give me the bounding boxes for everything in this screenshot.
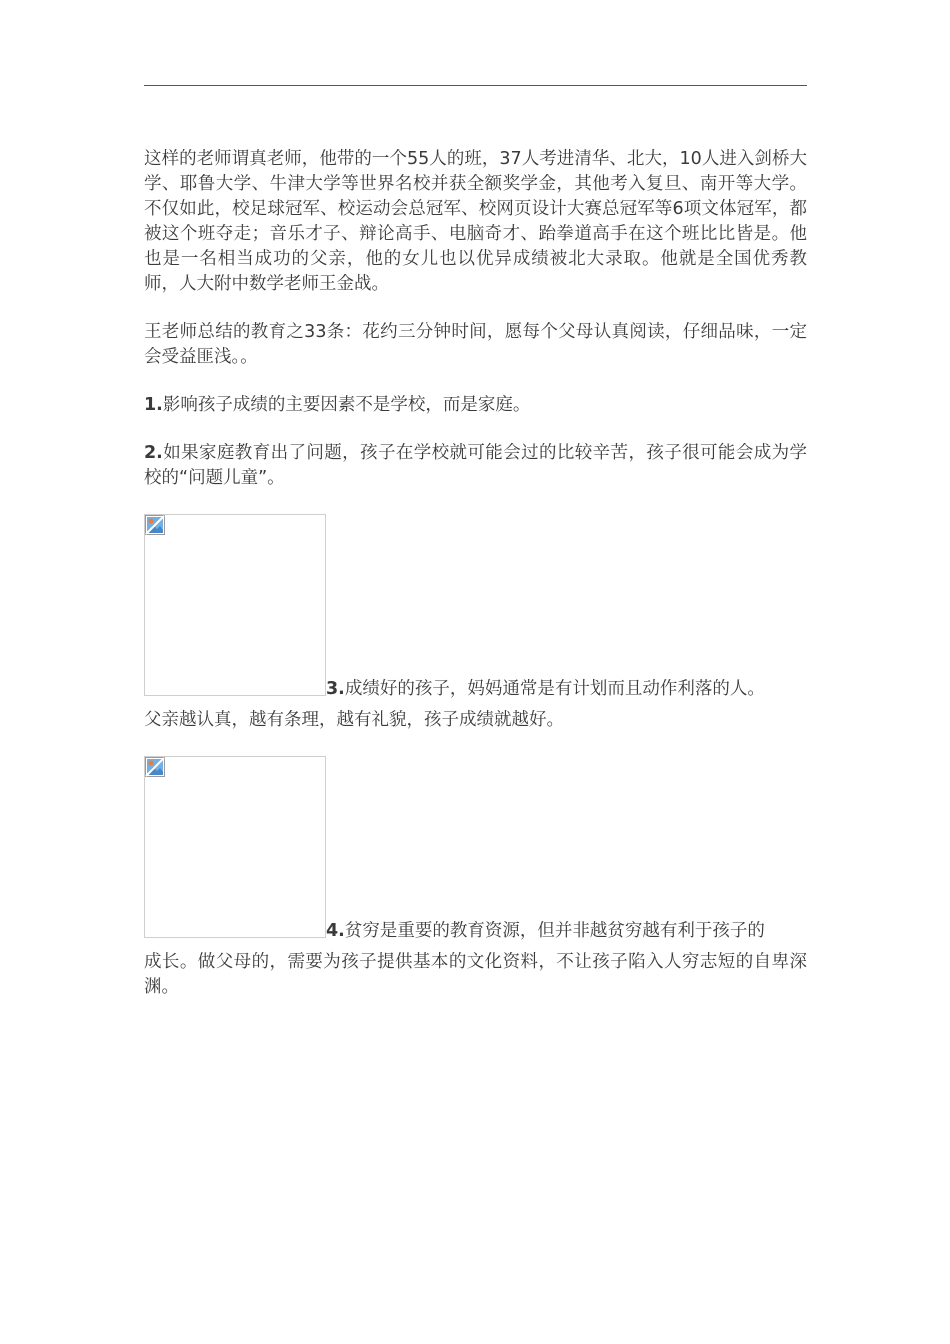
broken-image-icon [145, 757, 165, 777]
image-row [144, 756, 807, 941]
broken-image [144, 514, 326, 696]
broken-image [144, 756, 326, 938]
item-text: 影响孩子成绩的主要因素不是学校，而是家庭。 [162, 395, 531, 415]
item-continuation: 成长。做父母的，需要为孩子提供基本的文化资料，不让孩子陷入人穷志短的自卑深渊。 [144, 952, 807, 997]
item-text: 贫穷是重要的教育资源，但并非越贫穷越有利于孩子的 [344, 921, 765, 941]
summary-paragraph: 王老师总结的教育之33条：花约三分钟时间，愿每个父母认真阅读，仔细品味，一定会受益匪浅。。 [144, 322, 807, 367]
image-row [144, 514, 807, 699]
image-caption-line [326, 919, 807, 944]
item-number: 3. [326, 679, 345, 699]
item-number: 1. [144, 395, 163, 415]
article-body [144, 147, 807, 1023]
item-number: 4. [326, 921, 345, 941]
list-item [144, 441, 807, 491]
item-number: 2. [144, 443, 163, 463]
image-caption-line [326, 677, 807, 702]
item-text: 成绩好的孩子，妈妈通常是有计划而且动作利落的人。 [344, 679, 765, 699]
item-text: 如果家庭教育出了问题，孩子在学校就可能会过的比较辛苦，孩子很可能会成为学校的“问题儿童”。 [144, 443, 807, 488]
list-item [144, 393, 807, 418]
broken-image-icon [145, 515, 165, 535]
item-continuation: 父亲越认真，越有条理，越有礼貌，孩子成绩就越好。 [144, 710, 564, 730]
header-rule [144, 85, 807, 86]
intro-paragraph: 这样的老师谓真老师，他带的一个55人的班，37人考进清华、北大，10人进入剑桥大学、耶鲁大学、牛津大学等世界名校并获全额奖学金，其他考入复旦、南开等大学。不仅如此，校足球冠军、校运动会总冠军、校网页设计大赛总冠军等6项文体冠军，都被这个班夺走；音乐才子、辩论高手、电脑奇才、跆拳道高手在这个班比比皆是。他也是一名相当成功的父亲，他的女儿也以优异成绩被北大录取。他就是全国优秀教师，人大附中数学老师王金战。 [144, 149, 807, 294]
